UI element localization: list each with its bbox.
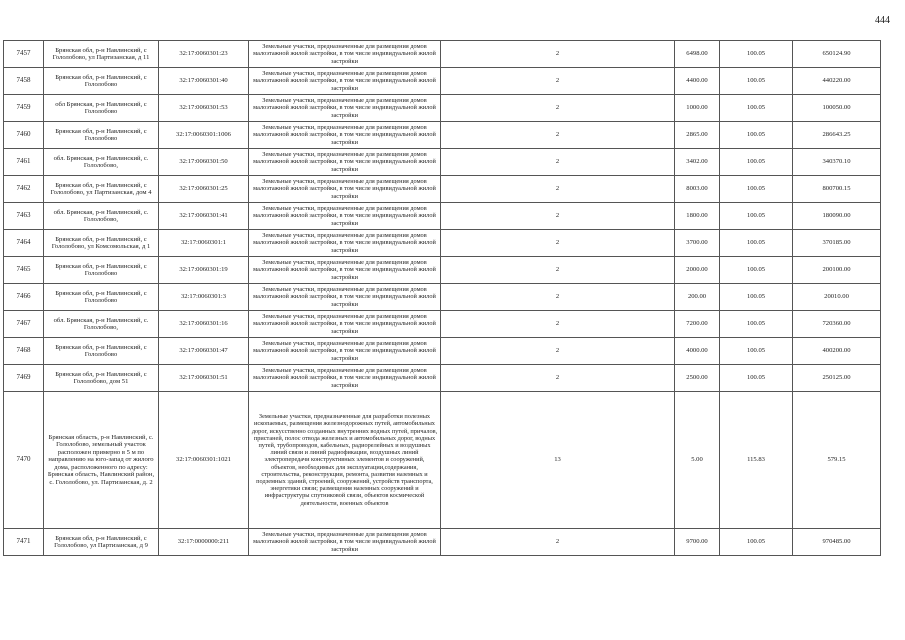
- land-use-cell: Земельные участки, предназначенные для размещения домов малоэтажной жилой застройки, в том числе индивидуальной жилой застройки: [249, 68, 441, 95]
- group-cell: 2: [441, 311, 675, 338]
- address-cell: обл. Брянская, р-н Навлинский, с. Гололобово,: [44, 203, 159, 230]
- row-number-cell: 7471: [4, 529, 44, 556]
- specific-value-cell: 100.05: [720, 230, 793, 257]
- row-number-cell: 7467: [4, 311, 44, 338]
- cadastral-number-cell: 32:17:0060301:3: [159, 284, 249, 311]
- area-cell: 7200.00: [675, 311, 720, 338]
- area-cell: 1000.00: [675, 95, 720, 122]
- row-number-cell: 7470: [4, 392, 44, 529]
- table-row: [4, 365, 881, 392]
- cadastral-number-cell: 32:17:0060301:53: [159, 95, 249, 122]
- row-number-cell: 7459: [4, 95, 44, 122]
- cadastral-number-cell: 32:17:0060301:16: [159, 311, 249, 338]
- group-cell: 2: [441, 284, 675, 311]
- cadastral-value-cell: 579.15: [793, 392, 881, 529]
- table-row: [4, 41, 881, 68]
- table-body: [4, 41, 881, 556]
- area-cell: 3700.00: [675, 230, 720, 257]
- area-cell: 5.00: [675, 392, 720, 529]
- cadastral-value-cell: 180090.00: [793, 203, 881, 230]
- group-cell: 13: [441, 392, 675, 529]
- group-cell: 2: [441, 68, 675, 95]
- area-cell: 6498.00: [675, 41, 720, 68]
- cadastral-value-table: [3, 40, 881, 556]
- row-number-cell: 7463: [4, 203, 44, 230]
- row-number-cell: 7466: [4, 284, 44, 311]
- address-cell: Брянская область, р-н Навлинский, с. Гололобово, земельный участок расположен примерно в 5 м по направлению на юго-запад от жилого дома, расположенного по адресу: Брянская область, Навлинский район, с. Гололобово, ул. Партизанская, д. 2: [44, 392, 159, 529]
- address-cell: Брянская обл, р-н Навлинский, с Гололобово, ул Партизанская, дом 4: [44, 176, 159, 203]
- row-number-cell: 7464: [4, 230, 44, 257]
- specific-value-cell: 100.05: [720, 311, 793, 338]
- cadastral-number-cell: 32:17:0060301:40: [159, 68, 249, 95]
- group-cell: 2: [441, 257, 675, 284]
- row-number-cell: 7462: [4, 176, 44, 203]
- address-cell: Брянская обл, р-н Навлинский, с Гололобово, ул Комсомольская, д 1: [44, 230, 159, 257]
- group-cell: 2: [441, 176, 675, 203]
- land-use-cell: Земельные участки, предназначенные для размещения домов малоэтажной жилой застройки, в том числе индивидуальной жилой застройки: [249, 365, 441, 392]
- group-cell: 2: [441, 365, 675, 392]
- area-cell: 2865.00: [675, 122, 720, 149]
- row-number-cell: 7465: [4, 257, 44, 284]
- area-cell: 1800.00: [675, 203, 720, 230]
- table-row: [4, 68, 881, 95]
- address-cell: обл. Брянская, р-н Навлинский, с. Гололобово,: [44, 311, 159, 338]
- group-cell: 2: [441, 122, 675, 149]
- table-row: [4, 122, 881, 149]
- area-cell: 200.00: [675, 284, 720, 311]
- table-row: [4, 338, 881, 365]
- address-cell: Брянская обл, р-н Навлинский, с Гололобово: [44, 257, 159, 284]
- page-number: 444: [875, 15, 890, 26]
- cadastral-value-cell: 400200.00: [793, 338, 881, 365]
- land-use-cell: Земельные участки, предназначенные для размещения домов малоэтажной жилой застройки, в том числе индивидуальной жилой застройки: [249, 338, 441, 365]
- cadastral-number-cell: 32:17:0060301:1021: [159, 392, 249, 529]
- group-cell: 2: [441, 203, 675, 230]
- address-cell: Брянская обл, р-н Навлинский, с Гололобово: [44, 284, 159, 311]
- cadastral-number-cell: 32:17:0060301:1: [159, 230, 249, 257]
- row-number-cell: 7460: [4, 122, 44, 149]
- row-number-cell: 7458: [4, 68, 44, 95]
- land-use-cell: Земельные участки, предназначенные для размещения домов малоэтажной жилой застройки, в том числе индивидуальной жилой застройки: [249, 311, 441, 338]
- group-cell: 2: [441, 338, 675, 365]
- cadastral-value-cell: 250125.00: [793, 365, 881, 392]
- specific-value-cell: 100.05: [720, 338, 793, 365]
- row-number-cell: 7468: [4, 338, 44, 365]
- area-cell: 2500.00: [675, 365, 720, 392]
- land-use-cell: Земельные участки, предназначенные для размещения домов малоэтажной жилой застройки, в том числе индивидуальной жилой застройки: [249, 284, 441, 311]
- address-cell: Брянская обл, р-н Навлинский, с Гололобово: [44, 338, 159, 365]
- land-use-cell: Земельные участки, предназначенные для размещения домов малоэтажной жилой застройки, в том числе индивидуальной жилой застройки: [249, 95, 441, 122]
- land-use-cell: Земельные участки, предназначенные для размещения домов малоэтажной жилой застройки, в том числе индивидуальной жилой застройки: [249, 203, 441, 230]
- table-row: [4, 392, 881, 529]
- cadastral-number-cell: 32:17:0060301:25: [159, 176, 249, 203]
- row-number-cell: 7461: [4, 149, 44, 176]
- specific-value-cell: 100.05: [720, 68, 793, 95]
- cadastral-value-cell: 800700.15: [793, 176, 881, 203]
- address-cell: обл. Брянская, р-н Навлинский, с. Гололобово,: [44, 149, 159, 176]
- cadastral-number-cell: 32:17:0060301:23: [159, 41, 249, 68]
- land-use-cell: Земельные участки, предназначенные для размещения домов малоэтажной жилой застройки, в том числе индивидуальной жилой застройки: [249, 149, 441, 176]
- specific-value-cell: 100.05: [720, 95, 793, 122]
- cadastral-value-cell: 720360.00: [793, 311, 881, 338]
- cadastral-number-cell: 32:17:0060301:41: [159, 203, 249, 230]
- specific-value-cell: 100.05: [720, 529, 793, 556]
- cadastral-value-cell: 286643.25: [793, 122, 881, 149]
- address-cell: Брянская обл, р-н Навлинский, с Гололобово, ул Партизанская, д 9: [44, 529, 159, 556]
- land-use-cell: Земельные участки, предназначенные для размещения домов малоэтажной жилой застройки, в том числе индивидуальной жилой застройки: [249, 230, 441, 257]
- specific-value-cell: 115.83: [720, 392, 793, 529]
- specific-value-cell: 100.05: [720, 257, 793, 284]
- cadastral-number-cell: 32:17:0000000:211: [159, 529, 249, 556]
- table-row: [4, 311, 881, 338]
- group-cell: 2: [441, 41, 675, 68]
- cadastral-value-cell: 200100.00: [793, 257, 881, 284]
- land-use-cell: Земельные участки, предназначенные для разработки полезных ископаемых, размещения железнодорожных путей, автомобильных дорог, искусственно созданных внутренних водных путей, причалов, пристаней, полос отвода железных и автомобильных дорог, водных путей, трубопроводов, кабельных, радиорелейных и воздушных линий связи и линий радиофикации, воздушных линий электропередачи конструктивных элементов и сооружений, объектов, необходимых для эксплуатации,содержания, строительства, реконструкции, ремонта, развития наземных и подземных зданий, строений, сооружений, устройств транспорта, энергетики связи; размещения наземных сооружений и инфраструктуры спутниковой связи, объектов космической деятельности, военных объектов: [249, 392, 441, 529]
- cadastral-value-cell: 20010.00: [793, 284, 881, 311]
- specific-value-cell: 100.05: [720, 41, 793, 68]
- area-cell: 9700.00: [675, 529, 720, 556]
- cadastral-number-cell: 32:17:0060301:51: [159, 365, 249, 392]
- cadastral-value-cell: 650124.90: [793, 41, 881, 68]
- cadastral-value-cell: 970485.00: [793, 529, 881, 556]
- address-cell: Брянская обл, р-н Навлинский, с Гололобово, дом 51: [44, 365, 159, 392]
- cadastral-number-cell: 32:17:0060301:1006: [159, 122, 249, 149]
- address-cell: Брянская обл, р-н Навлинский, с Гололобово, ул Партизанская, д 11: [44, 41, 159, 68]
- area-cell: 4400.00: [675, 68, 720, 95]
- table-row: [4, 284, 881, 311]
- address-cell: Брянская обл, р-н Навлинский, с Гололобово: [44, 68, 159, 95]
- table-row: [4, 230, 881, 257]
- cadastral-value-cell: 370185.00: [793, 230, 881, 257]
- area-cell: 4000.00: [675, 338, 720, 365]
- specific-value-cell: 100.05: [720, 203, 793, 230]
- group-cell: 2: [441, 230, 675, 257]
- address-cell: обл Брянская, р-н Навлинский, с Гололобово: [44, 95, 159, 122]
- cadastral-value-cell: 440220.00: [793, 68, 881, 95]
- land-use-cell: Земельные участки, предназначенные для размещения домов малоэтажной жилой застройки, в том числе индивидуальной жилой застройки: [249, 176, 441, 203]
- table-row: [4, 95, 881, 122]
- group-cell: 2: [441, 529, 675, 556]
- land-use-cell: Земельные участки, предназначенные для размещения домов малоэтажной жилой застройки, в том числе индивидуальной жилой застройки: [249, 529, 441, 556]
- table-row: [4, 257, 881, 284]
- cadastral-value-cell: 340370.10: [793, 149, 881, 176]
- area-cell: 8003.00: [675, 176, 720, 203]
- area-cell: 2000.00: [675, 257, 720, 284]
- table-row: [4, 203, 881, 230]
- land-use-cell: Земельные участки, предназначенные для размещения домов малоэтажной жилой застройки, в том числе индивидуальной жилой застройки: [249, 122, 441, 149]
- cadastral-number-cell: 32:17:0060301:50: [159, 149, 249, 176]
- specific-value-cell: 100.05: [720, 365, 793, 392]
- cadastral-number-cell: 32:17:0060301:47: [159, 338, 249, 365]
- specific-value-cell: 100.05: [720, 122, 793, 149]
- area-cell: 3402.00: [675, 149, 720, 176]
- cadastral-value-cell: 100050.00: [793, 95, 881, 122]
- row-number-cell: 7457: [4, 41, 44, 68]
- specific-value-cell: 100.05: [720, 284, 793, 311]
- group-cell: 2: [441, 95, 675, 122]
- address-cell: Брянская обл, р-н Навлинский, с Гололобово: [44, 122, 159, 149]
- specific-value-cell: 100.05: [720, 149, 793, 176]
- cadastral-number-cell: 32:17:0060301:19: [159, 257, 249, 284]
- row-number-cell: 7469: [4, 365, 44, 392]
- table-row: [4, 149, 881, 176]
- specific-value-cell: 100.05: [720, 176, 793, 203]
- land-use-cell: Земельные участки, предназначенные для размещения домов малоэтажной жилой застройки, в том числе индивидуальной жилой застройки: [249, 41, 441, 68]
- group-cell: 2: [441, 149, 675, 176]
- table-row: [4, 176, 881, 203]
- land-use-cell: Земельные участки, предназначенные для размещения домов малоэтажной жилой застройки, в том числе индивидуальной жилой застройки: [249, 257, 441, 284]
- table-row: [4, 529, 881, 556]
